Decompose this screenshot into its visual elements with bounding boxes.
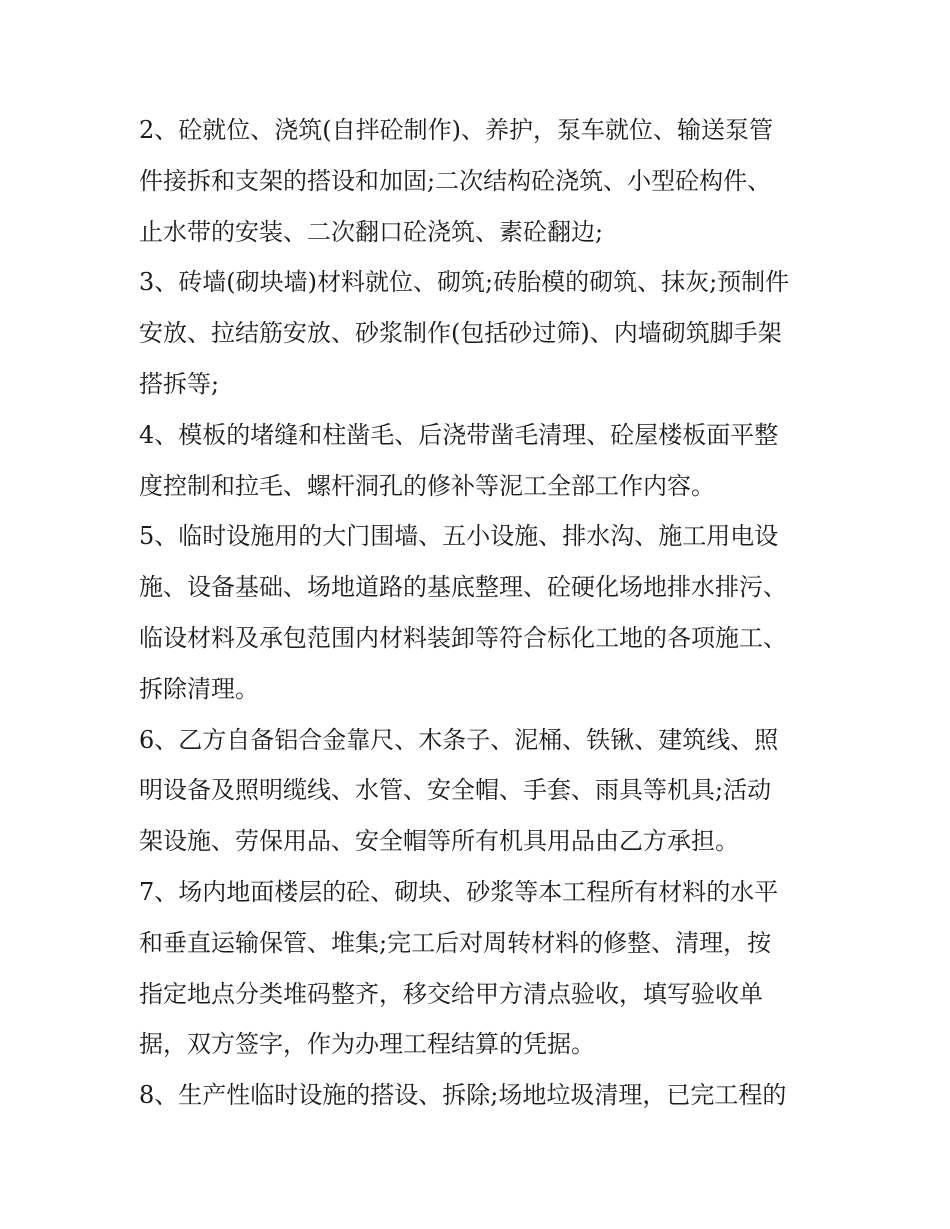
- text-line: 2、砼就位、浇筑(自拌砼制作)、养护，泵车就位、输送泵管: [139, 116, 773, 144]
- text-line: 拆除清理。: [139, 674, 259, 703]
- text-line: 4、模板的堵缝和柱凿毛、后浇带凿毛清理、砼屋楼板面平整: [139, 420, 779, 449]
- text-line: 据，双方签字，作为办理工程结算的凭据。: [139, 1030, 595, 1059]
- text-line: 明设备及照明缆线、水管、安全帽、手套、雨具等机具;活动: [139, 776, 772, 805]
- document-body: [139, 105, 819, 1121]
- text-line: 和垂直运输保管、堆集;完工后对周转材料的修整、清理，按: [139, 928, 772, 957]
- text-line: 安放、拉结筋安放、砂浆制作(包括砂过筛)、内墙砌筑脚手架: [139, 319, 782, 348]
- text-line: 搭拆等;: [139, 369, 220, 398]
- text-line: 7、场内地面楼层的砼、砌块、砂浆等本工程所有材料的水平: [139, 877, 779, 906]
- text-line: 8、生产性临时设施的搭设、拆除;场地垃圾清理，已完工程的: [139, 1081, 787, 1110]
- text-line: 止水带的安装、二次翻口砼浇筑、素砼翻边;: [139, 217, 604, 246]
- text-line: 6、乙方自备铝合金靠尺、木条子、泥桶、铁锹、建筑线、照: [139, 725, 779, 754]
- text-line: 度控制和拉毛、螺杆洞孔的修补等泥工全部工作内容。: [139, 471, 715, 500]
- text-line: 临设材料及承包范围内材料装卸等符合标化工地的各项施工、: [139, 623, 787, 652]
- text-line: 架设施、劳保用品、安全帽等所有机具用品由乙方承担。: [139, 827, 739, 856]
- text-line: 件接拆和支架的搭设和加固;二次结构砼浇筑、小型砼构件、: [139, 166, 772, 195]
- text-line: 施、设备基础、场地道路的基底整理、砼硬化场地排水排污、: [139, 573, 787, 602]
- text-line: 指定地点分类堆码整齐，移交给甲方清点验收，填写验收单: [139, 979, 763, 1008]
- text-line: 5、临时设施用的大门围墙、五小设施、排水沟、施工用电设: [139, 522, 779, 551]
- text-line: 3、砖墙(砌块墙)材料就位、砌筑;砖胎模的砌筑、抹灰;预制件: [139, 268, 790, 297]
